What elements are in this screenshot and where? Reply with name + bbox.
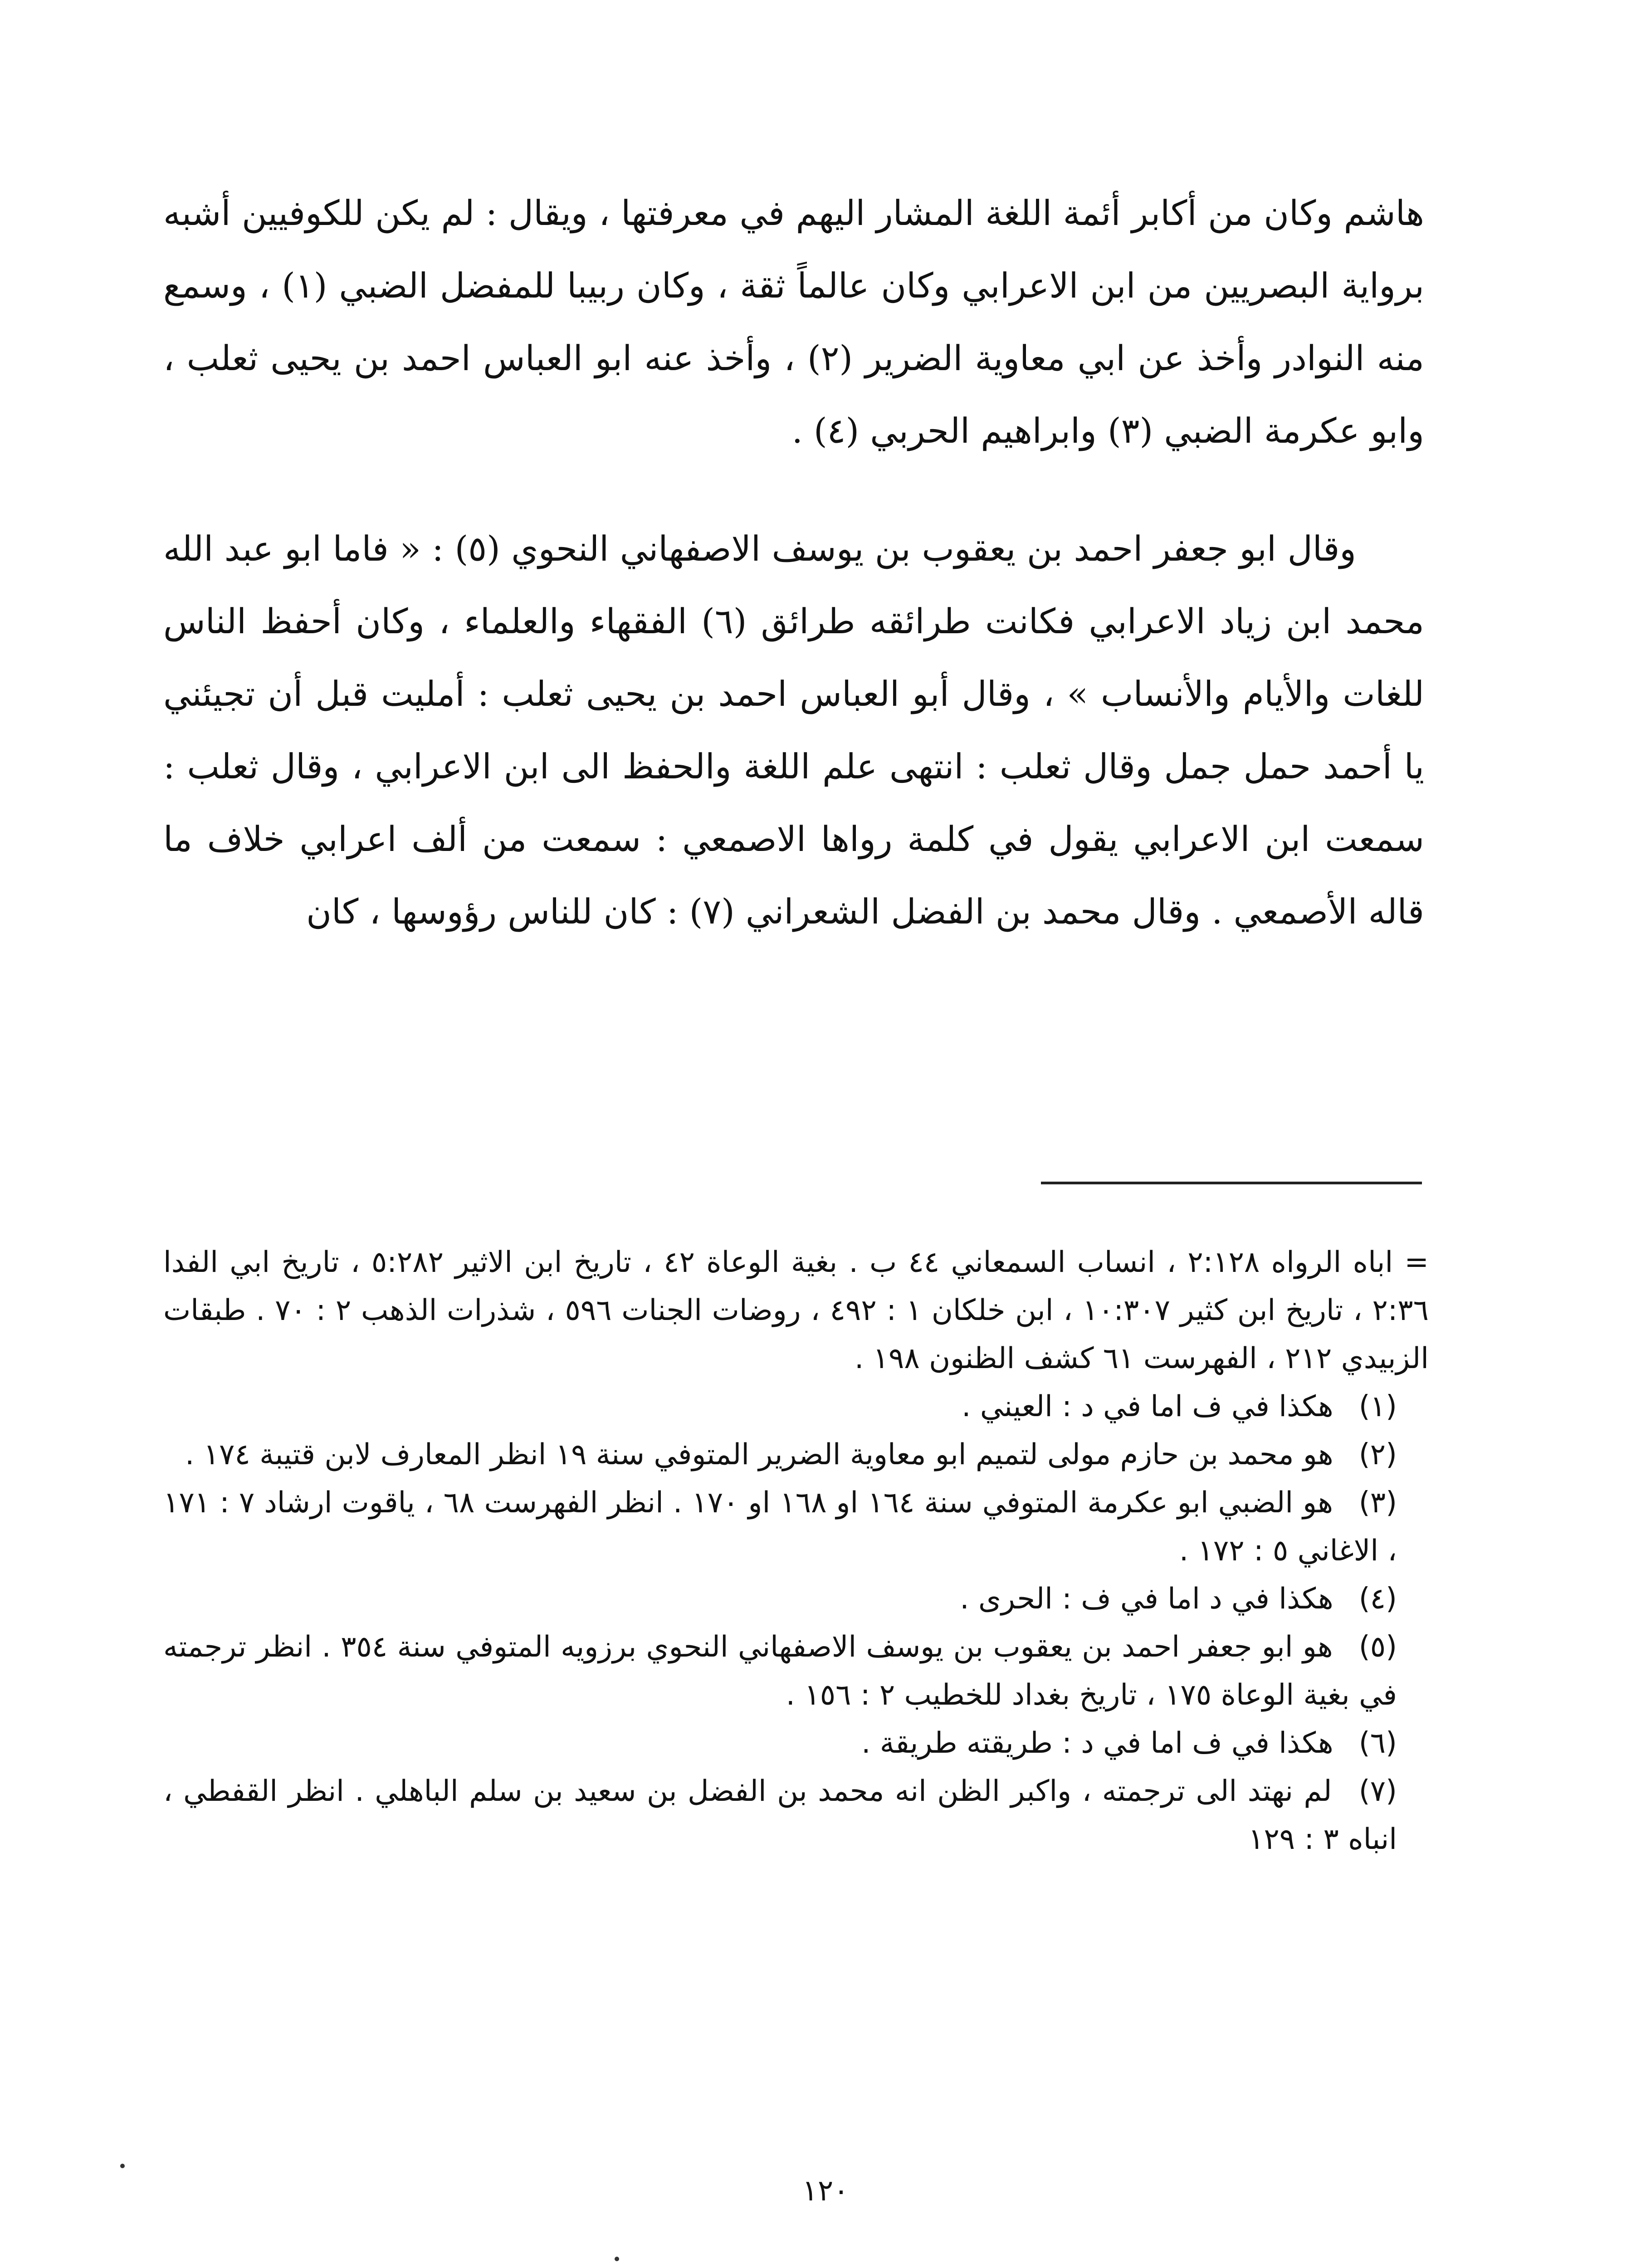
- footnote-2: [163, 1431, 1429, 1479]
- footnote-text: هو ابو جعفر احمد بن يعقوب بن يوسف الاصفهاني النحوي برزويه المتوفي سنة ٣٥٤ . انظر ترجمته في بغية الوعاة ١٧٥ ، تاريخ بغداد للخطيب ٢ : ١٥٦ .: [163, 1630, 1397, 1712]
- paragraph-2: وقال ابو جعفر احمد بن يعقوب بن يوسف الاصفهاني النحوي (٥) : « فاما ابو عبد الله محمد ابن زياد الاعرابي فكانت طرائقه طرائق (٦) الفقهاء والعلماء ، وكان أحفظ الناس للغات والأيام والأنساب » ، وقال أبو العباس احمد بن يحيى ثعلب : أمليت قبل أن تجيئني يا أحمد حمل جمل وقال ثعلب : انتهى علم اللغة والحفظ الى ابن الاعرابي ، وقال ثعلب : سمعت ابن الاعرابي يقول في كلمة رواها الاصمعي : سمعت من ألف اعرابي خلاف ما قاله الأصمعي . وقال محمد بن الفضل الشعراني (٧) : كان للناس رؤوسها ، كان: [163, 528, 1424, 932]
- footnotes: [163, 1238, 1429, 1863]
- footnote-4: [163, 1575, 1429, 1623]
- footnote-text: هو الضبي ابو عكرمة المتوفي سنة ١٦٤ او ١٦٨ او ١٧٠ . انظر الفهرست ٦٨ ، ياقوت ارشاد ٧ : ١٧١ ، الاغاني ٥ : ١٧٢ .: [163, 1486, 1397, 1568]
- footnote-text: هكذا في د اما في ف : الحرى .: [960, 1582, 1334, 1616]
- footnote-text: هكذا في ف اما في د : العيني .: [962, 1390, 1334, 1423]
- main-text: [163, 177, 1424, 948]
- scan-speck: [615, 2257, 619, 2261]
- footnote-number: (٤): [1358, 1582, 1397, 1616]
- footnote-text: لم نهتد الى ترجمته ، واكبر الظن انه محمد بن الفضل بن سعيد بن سلم الباهلي . انظر القفطي ، انباه ٣ : ١٢٩: [163, 1774, 1397, 1856]
- footnote-5: [163, 1623, 1429, 1719]
- page-number: ١٢٠: [802, 2174, 849, 2208]
- footnote-number: (٦): [1358, 1726, 1397, 1760]
- footnote-6: [163, 1719, 1429, 1767]
- footnote-sources: = اباه الرواه ٢:١٢٨ ، انساب السمعاني ٤٤ ب . بغية الوعاة ٤٢ ، تاريخ ابن الاثير ٥:٢٨٢ ، تاريخ ابي الفدا ٢:٣٦ ، تاريخ ابن كثير ١٠:٣٠٧ ، ابن خلكان ١ : ٤٩٢ ، روضات الجنات ٥٩٦ ، شذرات الذهب ٢ : ٧٠ . طبقات الزبيدي ٢١٢ ، الفهرست ٦١ كشف الظنون ١٩٨ .: [163, 1246, 1429, 1375]
- footnote-1: [163, 1383, 1429, 1431]
- footnote-separator: [1041, 1182, 1422, 1184]
- footnote-7: [163, 1767, 1429, 1863]
- footnote-number: (٣): [1358, 1486, 1397, 1520]
- footnote-text: هو محمد بن حازم مولى لتميم ابو معاوية الضرير المتوفي سنة ١٩ انظر المعارف لابن قتيبة ١٧٤ .: [185, 1438, 1334, 1471]
- footnote-number: (١): [1358, 1390, 1397, 1423]
- paragraph-1: هاشم وكان من أكابر أئمة اللغة المشار اليهم في معرفتها ، ويقال : لم يكن للكوفيين أشبه برواية البصريين من ابن الاعرابي وكان عالماً ثقة ، وكان ربيبا للمفضل الضبي (١) ، وسمع منه النوادر وأخذ عن ابي معاوية الضرير (٢) ، وأخذ عنه ابو العباس احمد بن يحيى ثعلب ، وابو عكرمة الضبي (٣) وابراهيم الحربي (٤) .: [163, 193, 1424, 451]
- footnote-text: هكذا في ف اما في د : طريقته طريقة .: [861, 1726, 1334, 1760]
- footnote-number: (٧): [1358, 1774, 1397, 1808]
- footnote-number: (٥): [1358, 1630, 1397, 1664]
- footnote-number: (٢): [1358, 1438, 1397, 1471]
- scan-speck: [120, 2164, 125, 2168]
- footnote-3: [163, 1479, 1429, 1575]
